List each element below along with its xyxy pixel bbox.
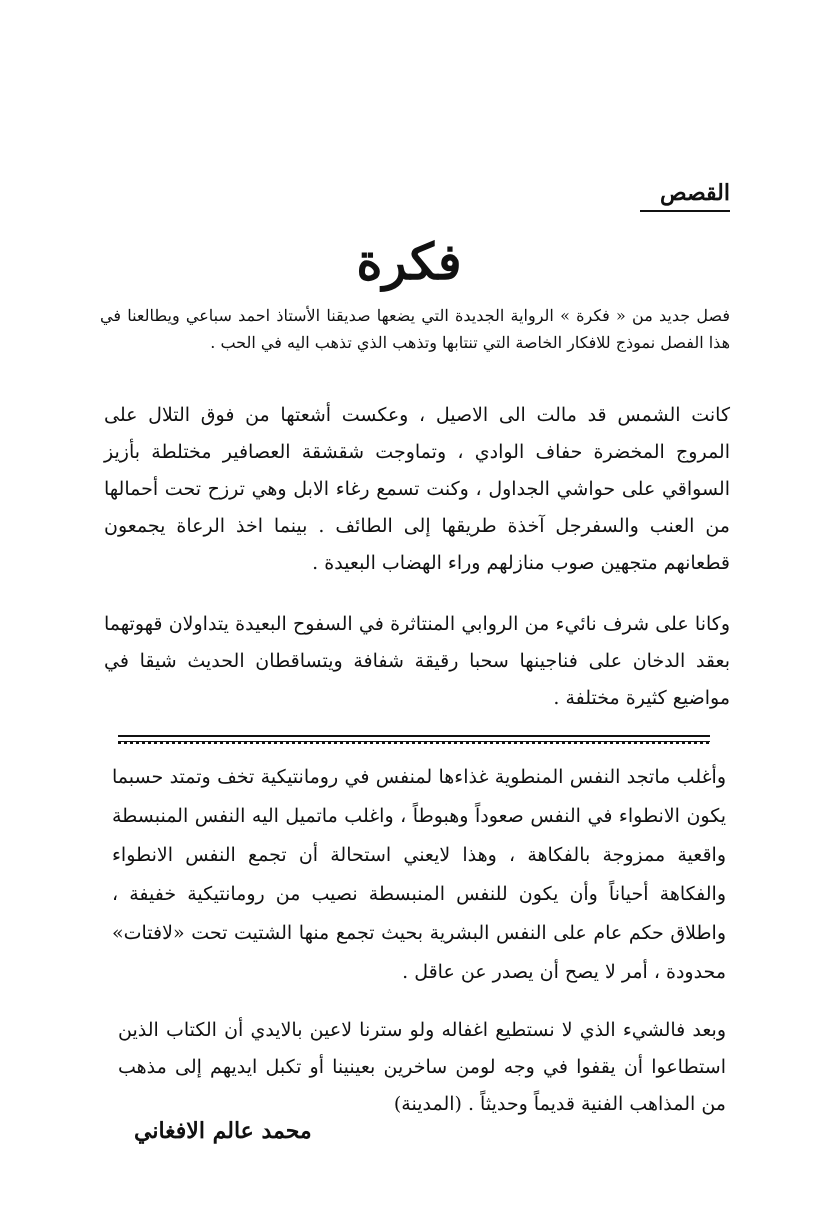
paragraph-4 [118,1012,726,1123]
section-divider-ornament [118,741,710,744]
paragraph-text: وكانا على شرف نائيء من الروابي المنتاثرة في السفوح البعيدة يتداولان قهوتهما بعقد الدخان على فناجينها سحبا رقيقة شفافة ويتساقطان الحديث شيقا في مواضيع كثيرة مختلفة . [104,613,730,709]
paragraph-text: وأغلب ماتجد النفس المنطوية غذاءها لمنفس في رومانتيكية تخف وتمتد حسبما يكون الانطواء في النفس صعوداً وهبوطاً ، واغلب ماتميل اليه النفس المنبسطة واقعية ممزوجة بالفكاهة ، وهذا لايعني استحالة أن تجمع النفس الانطواء والفكاهة أحياناً وأن يكون للنفس المنبسطة نصيب من رومانتيكية خفيفة ، واطلاق حكم عام على النفس البشرية بحيث تجمع منها الشتيت تحت «لافتات» محدودة ، أمر لا يصح أن يصدر عن عاقل . [112,766,726,983]
paragraph-text: كانت الشمس قد مالت الى الاصيل ، وعكست أشعتها من فوق التلال على المروج المخضرة حفاف الوادي ، وتماوجت شقشقة العصافير مختلطة بأزيز السواقي على حواشي الجداول ، وكنت تسمع رغاء الابل وهي ترزح تحت أحمالها من العنب والسفرجل آخذة طريقها إلى الطائف . بينما اخذ الرعاة يجمعون قطعانهم متجهين صوب منازلهم وراء الهضاب البعيدة . [104,404,730,574]
author-signature: محمد عالم الافغاني [134,1118,312,1144]
intro-note [100,302,730,356]
paragraph-text: وبعد فالشيء الذي لا نستطيع اغفاله ولو سترنا لاعين بالايدي أن الكتاب الذين استطاعوا أن يقفوا في وجه لومن ساخرين بعينينا أو تكبل ايديهم إلى مذهب من المذاهب الفنية قديماً وحديثاً . (المدينة) [118,1019,726,1115]
section-underline [640,210,730,212]
section-label: القصص [660,180,730,206]
paragraph-2 [104,606,730,717]
paragraph-3 [112,758,726,992]
paragraph-1 [104,397,730,582]
article-title: فكرة [356,232,462,291]
intro-text: فصل جديد من « فكرة » الرواية الجديدة التي يضعها صديقنا الأستاذ احمد سباعي ويطالعنا في هذا الفصل نموذج للافكار الخاصة التي تنتابها وتذهب الذي تذهب اليه في الحب . [100,306,731,352]
